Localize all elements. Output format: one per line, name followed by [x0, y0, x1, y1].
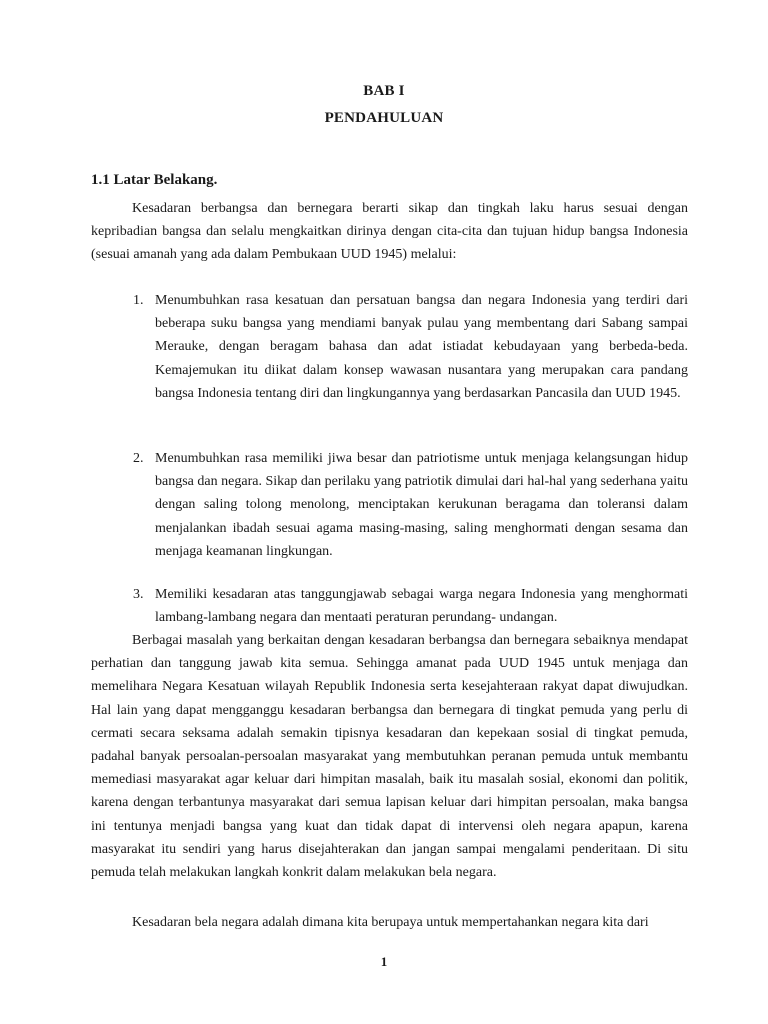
paragraph-body: Berbagai masalah yang berkaitan dengan kesadaran berbangsa dan bernegara sebaiknya mendapat perhatian dan tanggung jawab kita semua. Sehingga amanat pada UUD 1945 untuk menjaga dan memelihara Negara Kesatuan wilayah Republik Indonesia serta kesejahteraan rakyat dapat diwujudkan. Hal lain yang dapat mengganggu kesadaran berbangsa dan bernegara di tingkat pemuda yang perlu di cermati secara seksama adalah semakin tipisnya kesadaran dan kepekaan sosial di tingkat pemuda, padahal banyak persoalan-persoalan masyarakat yang membutuhkan peranan pemuda untuk membantu memediasi masyarakat agar keluar dari himpitan masalah, baik itu masalah sosial, ekonomi dan politik, karena dengan terbantunya masyarakat dari semua lapisan keluar dari himpitan persoalan, maka bangsa ini tentunya menjadi bangsa yang kuat dan tidak dapat di intervensi oleh negara apapun, karena masyarakat itu sendiri yang harus disejahterakan dan jangan sampai mengalami penderitaan. Di situ pemuda telah melakukan langkah konkrit dalam melakukan bela negara.: [91, 633, 688, 881]
list-marker: 1.: [133, 293, 144, 308]
paragraph-continued: Kesadaran bela negara adalah dimana kita berupaya untuk mempertahankan negara kita dari: [132, 915, 649, 930]
list-item-text: Memiliki kesadaran atas tanggungjawab sebagai warga negara Indonesia yang menghormati lambang-lambang negara dan mentaati peraturan perundang- undangan.: [155, 587, 688, 626]
chapter-title: PENDAHULUAN: [324, 110, 444, 126]
list-marker: 3.: [133, 587, 144, 602]
paragraph-intro: Kesadaran berbangsa dan bernegara berarti sikap dan tingkah laku harus sesuai dengan kepribadian bangsa dan selalu mengkaitkan dirinya dengan cita-cita dan tujuan hidup bangsa Indonesia (sesuai amanah yang ada dalam Pembukaan UUD 1945) melalui:: [91, 201, 688, 263]
list-item-text: Menumbuhkan rasa kesatuan dan persatuan bangsa dan negara Indonesia yang terdiri dari beberapa suku bangsa yang mendiami banyak pulau yang membentang dari Sabang sampai Merauke, dengan beragam bahasa dan adat istiadat kebudayaan yang berbeda-beda. Kemajemukan itu diikat dalam konsep wawasan nusantara yang merupakan cara pandang bangsa Indonesia tentang diri dan lingkungannya yang berdasarkan Pancasila dan UUD 1945.: [155, 293, 688, 401]
page-number: 1: [380, 954, 388, 969]
section-heading: 1.1 Latar Belakang.: [91, 172, 218, 188]
list-marker: 2.: [133, 451, 144, 466]
list-item-text: Menumbuhkan rasa memiliki jiwa besar dan patriotisme untuk menjaga kelangsungan hidup bangsa dan negara. Sikap dan perilaku yang patriotik dimulai dari hal-hal yang sederhana yaitu dengan saling tolong menolong, menciptakan kerukunan beragama dan toleransi dalam menjalankan ibadah sesuai agama masing-masing, saling menghormati dengan sesama dan menjaga keamanan lingkungan.: [155, 451, 688, 559]
chapter-number: BAB I: [363, 83, 405, 99]
